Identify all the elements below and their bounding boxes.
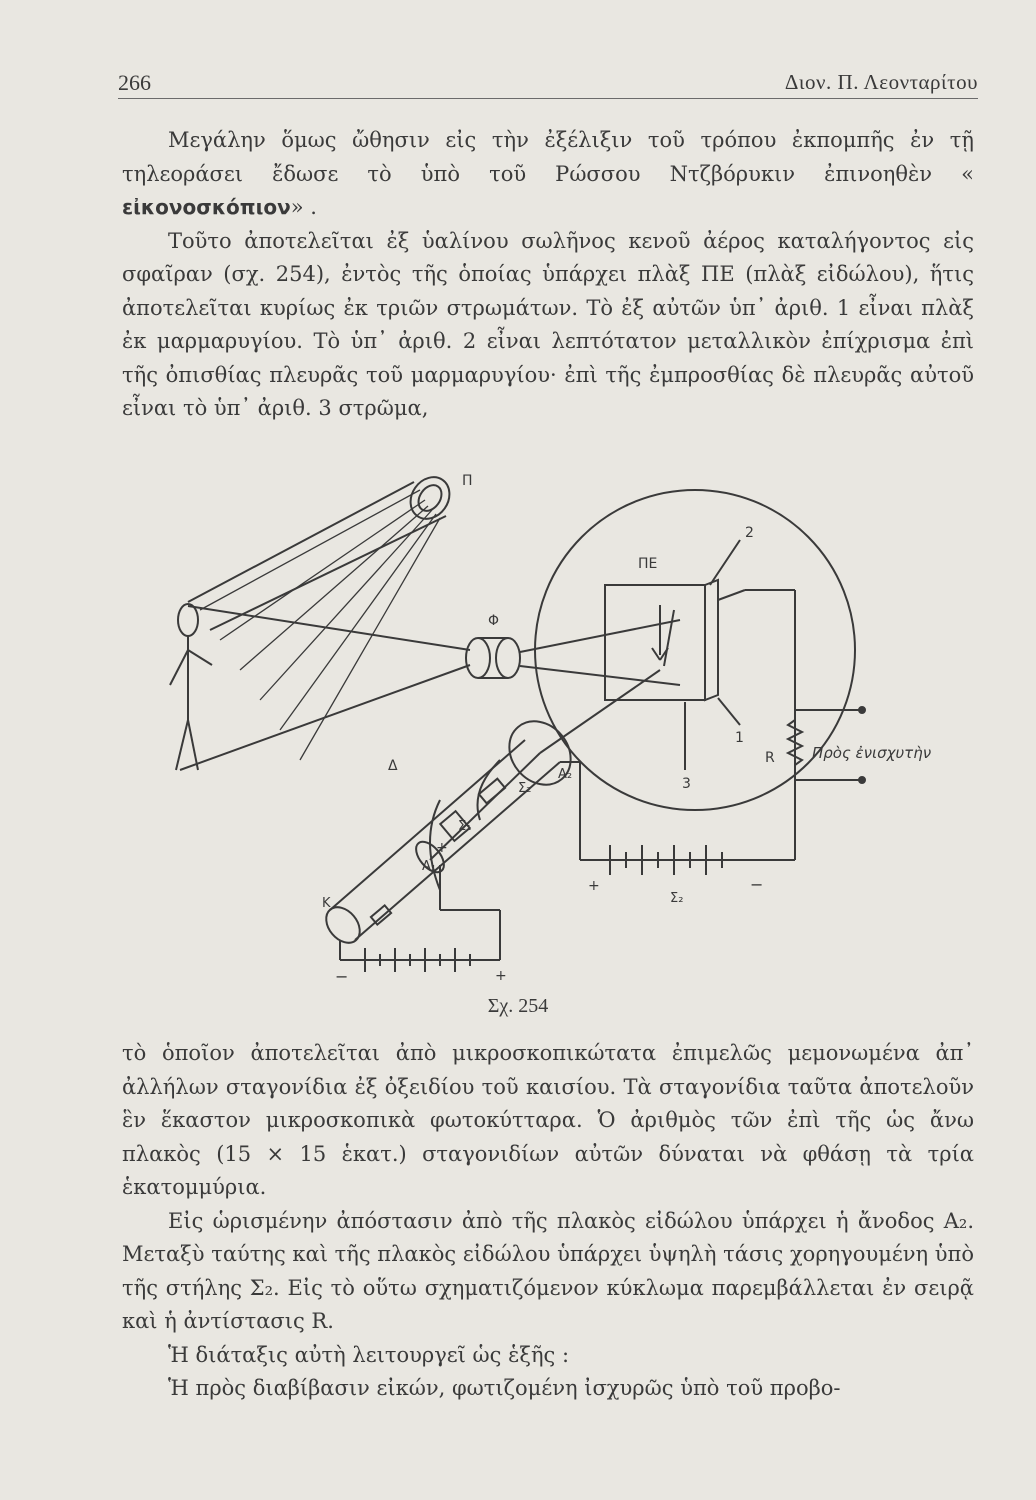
label-sigma2: Σ₂ — [518, 781, 532, 796]
paragraph-iconoscope-description: Τοῦτο ἀποτελεῖται ἐξ ὑαλίνου σωλῆνος κενοῦ ἀέρος καταλήγοντος εἰς σφαῖραν (σχ. 254), ἐντὸς τῆς ὁποίας ὑπάρχει πλὰξ ΠΕ (πλὰξ εἰδώλου), ἥτις ἀποτελεῖται κυρίως ἐκ τριῶν στρωμάτων. Τὸ ἐξ αὐτῶν ὑπ᾽ ἀριθ. 1 εἶναι πλὰξ ἐκ μαρμαρυγίου. Τὸ ὑπ᾽ ἀριθ. 2 εἶναι λεπτότατον μεταλλικὸν ἐπίχρισμα ἐπὶ τῆς ὀπισθίας πλευρᾶς τοῦ μαρμαρυγίου· ἐπὶ τῆς ἐμπροσθίας δὲ πλευρᾶς αὐτοῦ εἶναι τὸ ὑπ᾽ ἀριθ. 3 στρῶμα, — [122, 228, 974, 420]
paragraph-caesium-droplets: τὸ ὁποῖον ἀποτελεῖται ἀπὸ μικροσκοπικώτατα ἐπιμελῶς μεμονωμένα ἀπ᾽ ἀλλήλων σταγονίδια ἐξ ὀξειδίου τοῦ καισίου. Τὰ σταγονίδια ταῦτα ἀποτελοῦν ἓν ἕκαστον μικροσκοπικὰ φωτοκύτταρα. Ὁ ἀριθμὸς τῶν ἐπὶ τῆς ὡς ἄνω πλακὸς (15 × 15 ἑκατ.) σταγονιδίων αὐτῶν δύναται νὰ φθάσῃ τὰ τρία ἑκατομμύρια. — [122, 1041, 974, 1199]
label-plus-sigma2: + — [588, 878, 600, 894]
paragraph-iconoscope-intro — [122, 124, 974, 225]
page-number: 266 — [118, 70, 151, 95]
label-3: 3 — [682, 776, 691, 792]
label-r: R — [765, 750, 775, 766]
term-iconoscope: εἰκονοσκόπιον — [122, 195, 291, 219]
label-plus-a1: + — [436, 840, 448, 856]
label-delta: Δ — [388, 758, 398, 774]
label-a1: A₁ — [422, 859, 437, 874]
label-plus-sigma1: + — [495, 968, 507, 984]
label-1: 1 — [735, 730, 744, 746]
label-2: 2 — [745, 525, 754, 541]
projector-lamp — [188, 470, 457, 630]
label-sigma2-bottom: Σ₂ — [670, 891, 684, 906]
iconoscope-diagram — [140, 470, 980, 995]
paragraph-anode-a2: Εἰς ὡρισμένην ἀπόστασιν ἀπὸ τῆς πλακὸς εἰδώλου ὑπάρχει ἡ ἄνοδος A₂. Μεταξὺ ταύτης καὶ τῆς πλακὸς εἰδώλου ὑπάρχει ὑψηλὴ τάσις χορηγουμένη ὑπὸ τῆς στήλης Σ₂. Εἰς τὸ οὕτω σχηματιζόμενον κύκλωμα παρεμβάλλεται ἐν σειρᾷ καὶ ἡ ἀντίστασις R. — [122, 1208, 974, 1333]
figure-caption: Σχ. 254 — [487, 995, 549, 1017]
page-header — [118, 68, 978, 99]
label-a2: A₂ — [558, 767, 573, 782]
label-pi: Π — [462, 473, 473, 489]
glass-sphere — [535, 490, 855, 810]
paragraph-1-end: » . — [290, 195, 317, 219]
bottom-text-block — [122, 1037, 974, 1406]
lens — [466, 638, 520, 678]
paragraph-operation-intro: Ἡ διάταξις αὐτὴ λειτουργεῖ ὡς ἑξῆς : — [168, 1342, 570, 1367]
label-phi: Φ — [488, 613, 500, 629]
running-head-author: Διον. Π. Λεονταρίτου — [784, 70, 978, 94]
paragraph-1-start: Μεγάλην ὅμως ὤθησιν εἰς τὴν ἐξέλιξιν τοῦ τρόπου ἐκπομπῆς ἐν τῇ τηλεοράσει ἔδωσε τὸ ὑπὸ τοῦ Ρώσσου Ντζβόρυκιν ἐπινοηθὲν « — [122, 128, 974, 186]
label-pe: ΠΕ — [638, 556, 658, 572]
label-minus-sigma2: − — [750, 875, 764, 894]
battery-sigma1 — [340, 948, 500, 972]
stick-figure-subject — [170, 604, 212, 770]
top-text-block — [122, 124, 974, 426]
label-k: Κ — [322, 896, 331, 911]
label-sigma1: Σ₁ — [458, 819, 472, 834]
label-to-amplifier: Πρὸς ἐνισχυτὴν — [812, 744, 932, 762]
electron-gun-tube — [319, 670, 660, 949]
label-minus-sigma1: − — [335, 967, 349, 986]
paragraph-image-transmission: Ἡ πρὸς διαβίβασιν εἰκών, φωτιζομένη ἰσχυρῶς ὑπὸ τοῦ προβο- — [168, 1376, 841, 1400]
